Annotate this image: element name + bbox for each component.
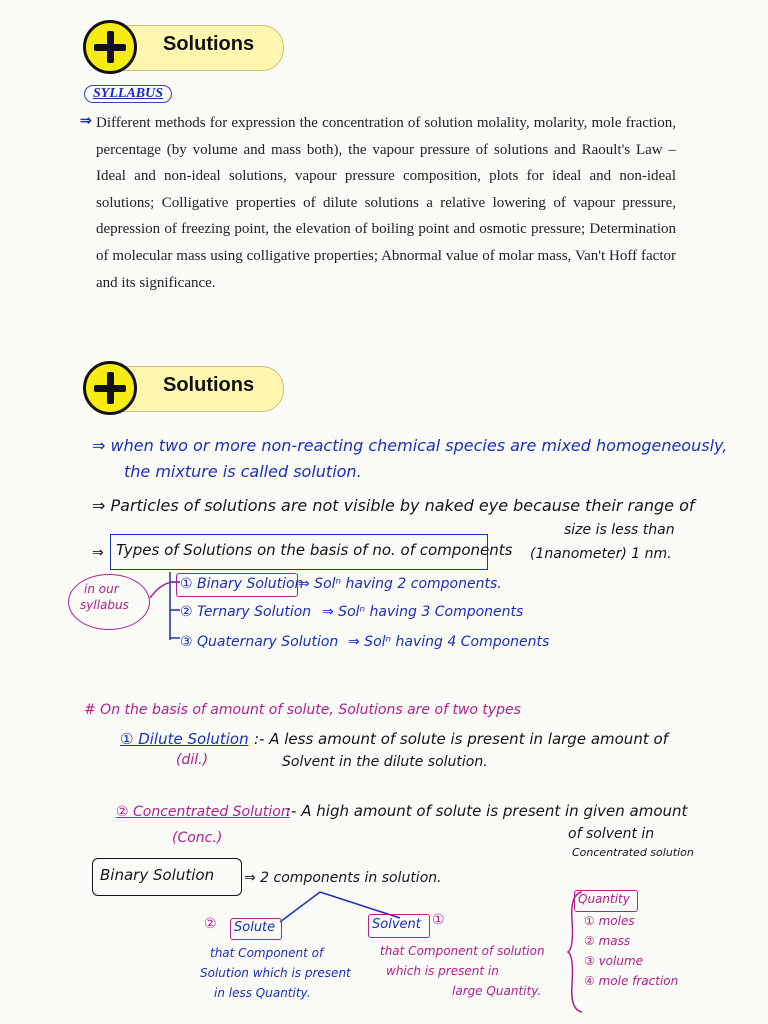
binary-solution-label: Binary Solution	[100, 866, 215, 884]
arrow-icon: ⇒	[80, 114, 92, 129]
binary-item: ① Binary Solution	[180, 576, 304, 592]
concentrated-definition-2: of solvent in	[568, 826, 655, 842]
section-title: Solutions	[163, 33, 255, 55]
amount-heading: # On the basis of amount of solute, Solutions are of two types	[84, 702, 521, 718]
binary-definition: ⇒ Solⁿ having 2 components.	[298, 576, 502, 592]
in-our-note: in our	[84, 582, 119, 596]
particles-line-2: size is less than	[564, 522, 675, 538]
quantity-item-volume: ③ volume	[584, 954, 644, 968]
solute-label: Solute	[234, 920, 276, 935]
quantity-item-moles: ① moles	[584, 914, 635, 928]
concentrated-item: ② Concentrated Solution	[116, 804, 290, 820]
particles-line-3: (1nanometer) 1 nm.	[530, 546, 672, 562]
solute-definition-2: Solution which is present	[200, 966, 351, 980]
particles-line: ⇒ Particles of solutions are not visible by naked eye because their range of	[92, 496, 695, 515]
dilute-definition-2: Solvent in the dilute solution.	[282, 754, 488, 770]
solvent-number: ①	[432, 912, 445, 928]
syllabus-note: syllabus	[80, 598, 129, 612]
solvent-definition-3: large Quantity.	[452, 984, 542, 998]
solvent-definition-2: which is present in	[386, 964, 499, 978]
solute-definition-1: that Component of	[210, 946, 324, 960]
ternary-item: ② Ternary Solution	[180, 604, 312, 620]
types-heading: Types of Solutions on the basis of no. of components	[116, 541, 513, 559]
plus-icon	[83, 20, 137, 74]
arrow-icon: ⇒	[92, 545, 104, 561]
binary-components: ⇒ 2 components in solution.	[244, 870, 442, 886]
solvent-label: Solvent	[372, 917, 421, 932]
concentrated-definition-1: :- A high amount of solute is present in given amount	[286, 802, 688, 820]
concentrated-abbr: (Conc.)	[172, 830, 223, 846]
dilute-abbr: (dil.)	[176, 752, 209, 768]
syllabus-text: Different methods for expression the concentration of solution molality, molarity, mole fraction, percentage (by volume and mass both), the vapour pressure of solutions and Raoult's Law – Ideal and non-ideal solutions, vapour pressure composition, plots for ideal and non-ideal solutions; Colligative properties of dilute solutions a relative lowering of vapour pressure, depression of freezing point, the elevation of boiling point and osmotic pressure; Determination of molecular mass using colligative properties; Abnormal value of molar mass, Van't Hoff factor and its significance.	[96, 115, 676, 291]
ternary-definition: ⇒ Solⁿ having 3 Components	[322, 604, 524, 620]
solvent-definition-1: that Component of solution	[380, 944, 545, 958]
solute-number: ②	[204, 916, 217, 932]
plus-icon	[83, 361, 137, 415]
section-header-solutions	[86, 25, 284, 71]
quantity-item-mass: ② mass	[584, 934, 631, 948]
quaternary-item: ③ Quaternary Solution	[180, 634, 339, 650]
quaternary-definition: ⇒ Solⁿ having 4 Components	[348, 634, 550, 650]
dilute-item: ① Dilute Solution	[120, 730, 249, 748]
definition-line-2: the mixture is called solution.	[124, 462, 362, 481]
syllabus-label: SYLLABUS	[84, 85, 172, 103]
definition-line-1: ⇒ when two or more non-reacting chemical species are mixed homogeneously,	[92, 436, 728, 455]
solute-definition-3: in less Quantity.	[214, 986, 311, 1000]
quantity-label: Quantity	[578, 892, 630, 906]
quantity-item-mole-fraction: ④ mole fraction	[584, 974, 679, 988]
section-header-solutions-2	[86, 366, 284, 412]
dilute-definition-1: :- A less amount of solute is present in large amount of	[254, 730, 668, 748]
section-title: Solutions	[163, 374, 255, 396]
concentrated-definition-3: Concentrated solution	[572, 846, 694, 859]
